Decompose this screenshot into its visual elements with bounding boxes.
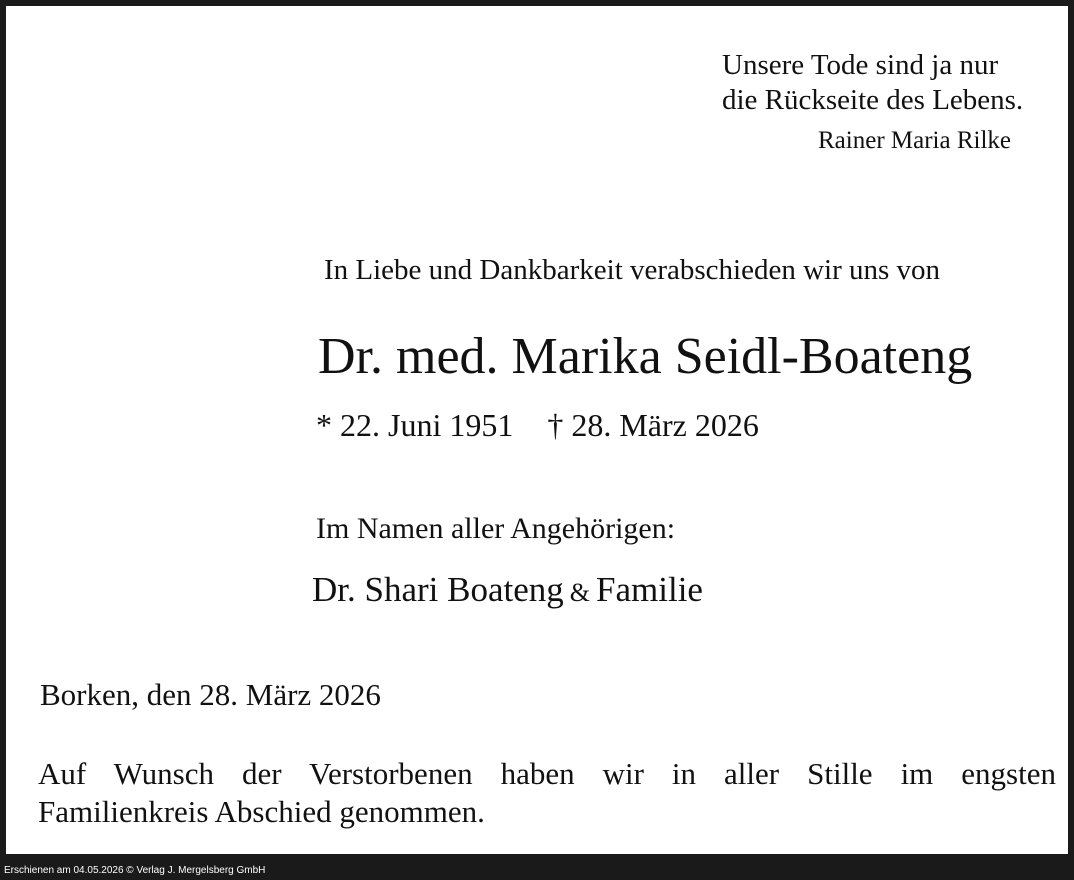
burial-note-line-1: Auf Wunsch der Verstorbenen haben wir in aller Stille im engsten bbox=[38, 756, 1056, 791]
mourner-name: Dr. Shari Boateng bbox=[312, 570, 564, 609]
life-dates bbox=[316, 406, 759, 444]
deceased-name: Dr. med. Marika Seidl-Boateng bbox=[318, 328, 973, 385]
mourners bbox=[312, 568, 703, 615]
quote-line-1: Unsere Tode sind ja nur bbox=[722, 49, 999, 81]
quote-line-2: die Rückseite des Lebens. bbox=[722, 84, 1024, 116]
burial-note bbox=[38, 755, 1056, 831]
quote-author: Rainer Maria Rilke bbox=[818, 127, 1011, 154]
mourner-family: Familie bbox=[596, 570, 703, 609]
death-date: † 28. März 2026 bbox=[547, 407, 759, 443]
burial-note-line-2: Familienkreis Abschied genommen. bbox=[38, 794, 485, 829]
place-date: Borken, den 28. März 2026 bbox=[40, 677, 381, 712]
quote bbox=[722, 48, 1023, 118]
publication-footer: Erschienen am 04.05.2026 © Verlag J. Mergelsberg GmbH bbox=[4, 865, 266, 876]
relatives-label: Im Namen aller Angehörigen: bbox=[316, 512, 676, 545]
ampersand: & bbox=[569, 578, 591, 607]
intro-text: In Liebe und Dankbarkeit verabschieden wir uns von bbox=[324, 254, 941, 286]
birth-date: * 22. Juni 1951 bbox=[316, 407, 514, 443]
